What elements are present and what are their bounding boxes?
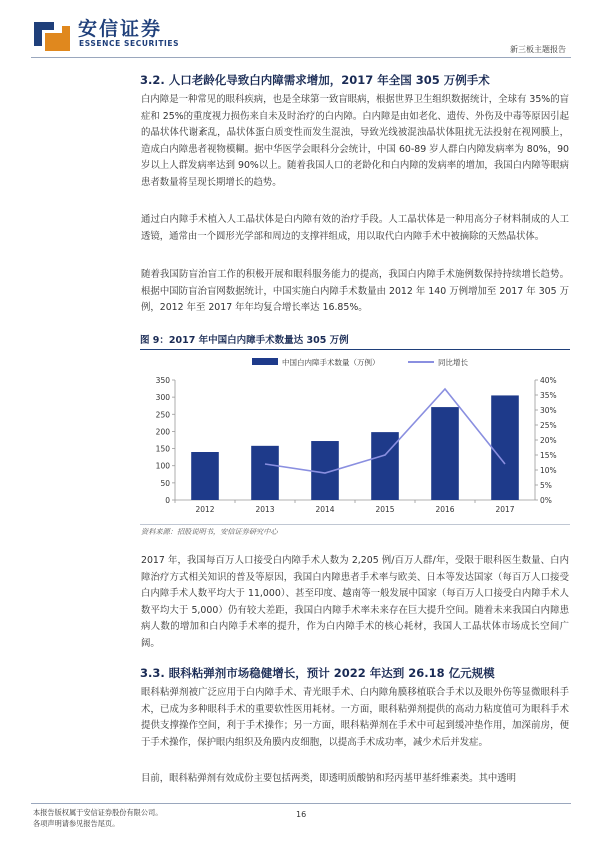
y-right-tick-label: 30% bbox=[540, 406, 557, 415]
section-3-2-paragraph-3: 随着我国防盲治盲工作的积极开展和眼科服务能力的提高，我国白内障手术施例数保持持续增长趋势。根据中国防盲治盲网数据统计，中国实施白内障手术数量由 2012 年 140 万例增加至 2017 年 305 万例，2012 年至 2017 年年均复合增长率达 16.85%。 bbox=[141, 269, 569, 313]
bar-2017 bbox=[491, 395, 519, 500]
y-right-tick-label: 40% bbox=[540, 376, 557, 385]
bar-2013 bbox=[251, 446, 279, 500]
y-left-tick-label: 0 bbox=[165, 496, 170, 505]
bar-2015 bbox=[371, 432, 399, 500]
section-3-3-paragraph-1: 眼科粘弹剂被广泛应用于白内障手术、青光眼手术、白内障角膜移植联合手术以及眼外伤等显微眼科手术，已成为多种眼科手术的重要软性医用耗材。一方面，眼科粘弹剂提供的高动力粘度值可为眼科手术提供支撑操作空间，利于手术操作；另一方面，眼科粘弹剂在手术中可起到缓冲垫作用，加深前房，便于手术操作，保护眼内组织及角膜内皮细胞，以提高手术成功率，减少术后并发症。 bbox=[141, 687, 569, 748]
legend-bar-label: 中国白内障手术数量（万例） bbox=[282, 358, 380, 367]
figure-title: 图 9：2017 年中国白内障手术数量达 305 万例 bbox=[140, 335, 349, 346]
y-left-tick-label: 50 bbox=[160, 478, 170, 488]
section-3-3-title: 3.3. 眼科粘弹剂市场稳健增长，预计 2022 年达到 26.18 亿元规模 bbox=[140, 666, 495, 680]
y-right-tick-label: 5% bbox=[540, 481, 552, 490]
y-right-tick-label: 0% bbox=[540, 496, 552, 505]
x-tick-label-2012: 2012 bbox=[195, 505, 215, 514]
brand-name-cn: 安信证券 bbox=[78, 18, 163, 40]
section-3-2-paragraph-1: 白内障是一种常见的眼科疾病，也是全球第一致盲眼病，根据世界卫生组织数据统计，全球有 35%的盲症和 25%的重度视力损伤来自未及时治疗的白内障。白内障是由如老化、遗传、外伤及中毒等原因引起的晶状体代谢紊乱，晶状体蛋白质变性而发生混浊，导致光线被混浊晶状体阻扰无法投射在视网膜上，造成白内障患者视物模糊。据中华医学会眼科分会统计，中国 60-89 岁人群白内障发病率为 80%，90 岁以上人群发病率达到 90%以上。随着我国人口的老龄化和白内障的发病率的增加，我国白内障等眼病患者数量将呈现长期增长的趋势。 bbox=[141, 94, 569, 188]
x-tick-label-2014: 2014 bbox=[315, 505, 335, 514]
footer-disclaimer-2: 各项声明请参见报告尾页。 bbox=[33, 819, 120, 828]
x-tick-label-2015: 2015 bbox=[375, 505, 395, 514]
y-left-tick-label: 100 bbox=[155, 461, 170, 471]
y-left-tick-label: 250 bbox=[155, 410, 170, 420]
y-right-tick-label: 25% bbox=[540, 421, 557, 430]
y-right-tick-label: 35% bbox=[540, 391, 557, 400]
header-divider bbox=[31, 57, 571, 58]
legend-line-label: 同比增长 bbox=[438, 358, 468, 367]
report-type: 新三板主题报告 bbox=[510, 45, 566, 54]
bar-2012 bbox=[191, 452, 219, 500]
y-left-tick-label: 200 bbox=[155, 427, 170, 437]
legend-bar-swatch bbox=[252, 358, 278, 365]
bar-2016 bbox=[431, 407, 459, 500]
brand-name-en: ESSENCE SECURITIES bbox=[79, 39, 180, 48]
x-tick-label-2016: 2016 bbox=[435, 505, 455, 514]
footer-disclaimer-1: 本报告版权属于安信证券股份有限公司。 bbox=[33, 808, 163, 817]
section-3-2-paragraph-2: 通过白内障手术植入人工晶状体是白内障有效的治疗手段。人工晶状体是一种用高分子材料制成的人工透镜，通常由一个圆形光学部和周边的支撑袢组成，用以取代白内障手术中被摘除的天然晶状体。 bbox=[141, 214, 569, 242]
y-left-tick-label: 300 bbox=[155, 393, 170, 403]
section-3-3-paragraph-2: 目前，眼科粘弹剂有效成份主要包括两类，即透明质酸钠和羟丙基甲基纤维素类。其中透明 bbox=[141, 773, 517, 784]
section-3-2-paragraph-4: 2017 年，我国每百万人口接受白内障手术人数为 2,205 例/百万人群/年，受限于眼科医生数量、白内障治疗方式相关知识的普及等原因，我国白内障患者手术率与欧美、日本等发达国家（每百万人口接受白内障手术人数平均大于 11,000）、甚至印度、越南等一般发展中国家（每百万人口接受白内障手术人数平均大于 5,000）仍有较大差距，我国白内障手术率未来存在巨大提升空间。随着未来我国白内障患病人数的增加和白内障手术率的提升，作为白内障手术的核心耗材，我国人工晶状体市场成长空间广阔。 bbox=[141, 555, 569, 649]
section-3-2-title: 3.2. 人口老龄化导致白内障需求增加，2017 年全国 305 万例手术 bbox=[140, 73, 490, 87]
x-tick-label-2017: 2017 bbox=[495, 505, 515, 514]
y-right-tick-label: 10% bbox=[540, 466, 557, 475]
page-number: 16 bbox=[296, 810, 307, 819]
page-header bbox=[0, 0, 600, 60]
footer-divider bbox=[31, 803, 571, 804]
x-tick-label-2013: 2013 bbox=[255, 505, 275, 514]
essence-logo-icon bbox=[32, 18, 72, 54]
cataract-surgery-chart bbox=[140, 352, 570, 524]
figure-title-bar bbox=[140, 330, 570, 350]
figure-source: 资料来源：招股说明书，安信证券研究中心 bbox=[141, 527, 278, 536]
y-left-tick-label: 150 bbox=[155, 444, 170, 454]
figure-source-divider bbox=[140, 524, 570, 525]
y-left-tick-label: 350 bbox=[155, 376, 170, 385]
y-right-tick-label: 20% bbox=[540, 436, 557, 445]
y-right-tick-label: 15% bbox=[540, 451, 557, 460]
